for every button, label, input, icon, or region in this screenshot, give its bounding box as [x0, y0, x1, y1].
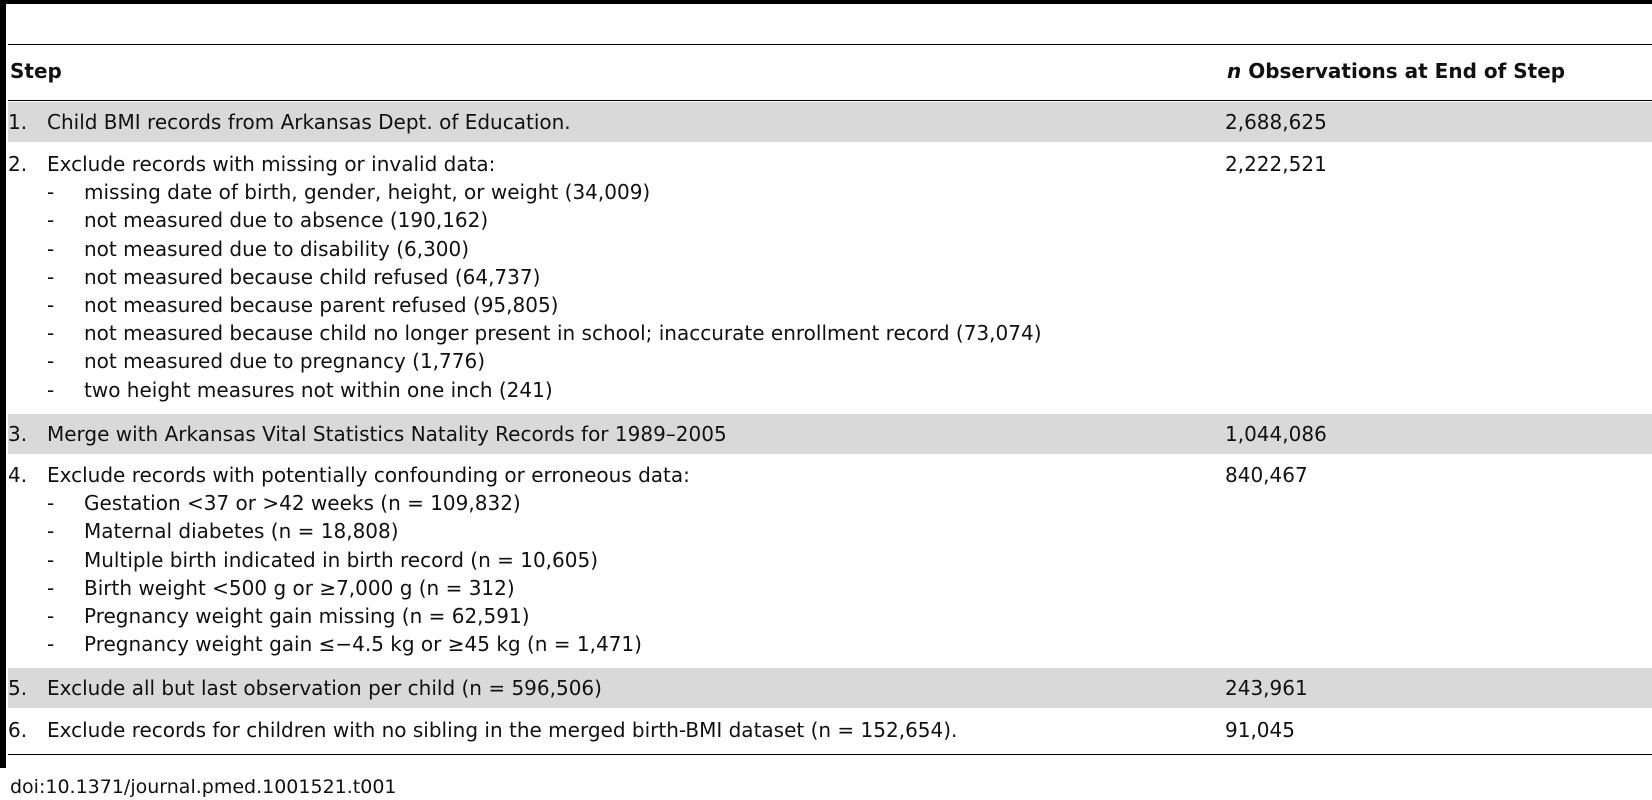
- doi-caption: doi:10.1371/journal.pmed.1001521.t001: [10, 776, 397, 798]
- sub-item: - Pregnancy weight gain ≤−4.5 kg or ≥45 kg (n = 1,471): [47, 632, 642, 657]
- sub-item: - not measured because parent refused (95,805): [47, 293, 559, 318]
- step-number: 3.: [8, 422, 28, 446]
- sub-item: - Birth weight <500 g or ≥7,000 g (n = 312): [47, 575, 515, 600]
- step-number: 4.: [8, 463, 28, 487]
- step-description: Exclude all but last observation per child (n = 596,506): [47, 676, 602, 700]
- observation-count: 1,044,086: [1225, 422, 1327, 446]
- top-border-rule: [0, 0, 1652, 4]
- step-description: Merge with Arkansas Vital Statistics Natality Records for 1989–2005: [47, 422, 727, 446]
- observation-count: 91,045: [1225, 718, 1295, 742]
- sub-item: - Maternal diabetes (n = 18,808): [47, 519, 399, 544]
- sub-item: - not measured because child refused (64,737): [47, 264, 541, 289]
- table-bottom-rule: [8, 754, 1652, 755]
- header-top-rule: [8, 44, 1652, 45]
- step-description: Exclude records for children with no sibling in the merged birth-BMI dataset (n = 152,654).: [47, 718, 958, 742]
- step-cell: [8, 420, 727, 448]
- header-bottom-rule: [8, 100, 1652, 101]
- sub-item: - missing date of birth, gender, height, or weight (34,009): [47, 180, 651, 205]
- step-description: Exclude records with missing or invalid data:: [47, 152, 496, 176]
- step-description: Child BMI records from Arkansas Dept. of Education.: [47, 110, 571, 134]
- column-header-n: n: [1227, 59, 1242, 83]
- sub-item: - not measured because child no longer present in school; inaccurate enrollment record (73,074): [47, 321, 1042, 346]
- step-number: 1.: [8, 110, 28, 134]
- step-cell: [8, 150, 1042, 404]
- sub-item: - not measured due to pregnancy (1,776): [47, 349, 485, 374]
- step-number: 6.: [8, 718, 28, 742]
- sub-item: - Gestation <37 or >42 weeks (n = 109,832): [47, 491, 521, 516]
- column-header-observations-label: Observations at End of Step: [1241, 59, 1566, 83]
- step-number: 5.: [8, 676, 28, 700]
- step-cell: [8, 716, 957, 744]
- observation-count: 243,961: [1225, 676, 1308, 700]
- left-border-rule: [0, 0, 6, 768]
- step-description: Exclude records with potentially confounding or erroneous data:: [47, 463, 690, 487]
- observation-count: 2,222,521: [1225, 152, 1327, 176]
- observation-count: 2,688,625: [1225, 110, 1327, 134]
- sub-item: - not measured due to absence (190,162): [47, 208, 489, 233]
- step-cell: [8, 108, 571, 136]
- sub-item: - Multiple birth indicated in birth record (n = 10,605): [47, 547, 599, 572]
- column-header-step: Step: [10, 59, 62, 83]
- step-cell: [8, 674, 602, 702]
- sub-item: - not measured due to disability (6,300): [47, 236, 470, 261]
- column-header-observations: [1227, 58, 1565, 84]
- step-number: 2.: [8, 152, 28, 176]
- step-cell: [8, 461, 690, 658]
- sub-item: - two height measures not within one inch (241): [47, 377, 553, 402]
- observation-count: 840,467: [1225, 463, 1308, 487]
- sub-item: - Pregnancy weight gain missing (n = 62,591): [47, 604, 530, 629]
